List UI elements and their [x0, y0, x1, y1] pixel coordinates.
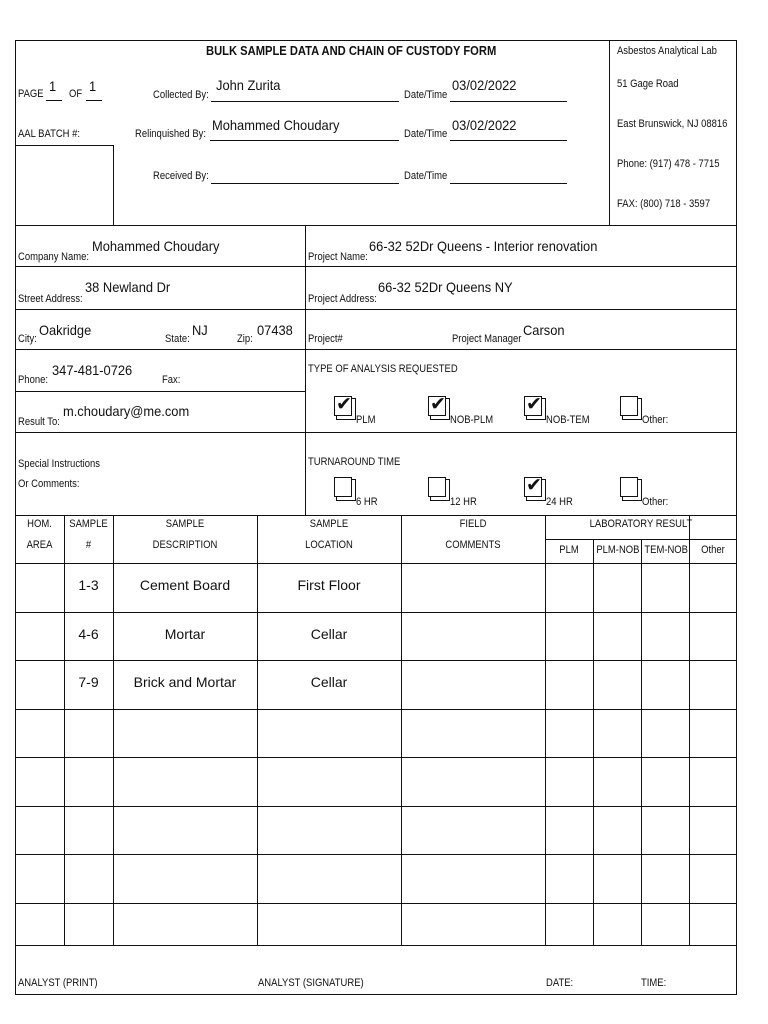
col-sample-number-header: SAMPLE # [69, 518, 108, 551]
sample-description-cell[interactable]: Cement Board [139, 577, 231, 593]
street-address-label: Street Address: [18, 293, 83, 305]
company-name-field[interactable]: Mohammed Choudary [92, 238, 220, 254]
collected-date-field[interactable]: 03/02/2022 [452, 77, 517, 93]
analysis-option-label-1: PLM [356, 414, 376, 426]
relinquished-by-label: Relinquished By: [135, 128, 207, 140]
analysis-option-label-3: NOB-TEM [546, 414, 590, 426]
sample-number-cell[interactable]: 7-9 [78, 674, 99, 690]
company-name-label: Company Name: [18, 251, 89, 263]
analysis-type-label: TYPE OF ANALYSIS REQUESTED [308, 363, 458, 375]
time-label: TIME: [641, 977, 667, 989]
laboratory-result-header: LABORATORY RESULT [589, 518, 693, 530]
project-address-label: Project Address: [308, 293, 377, 305]
project-number-label: Project# [308, 333, 343, 345]
phone-field[interactable]: 347-481-0726 [52, 362, 133, 378]
lab-address-line1: 51 Gage Road [617, 78, 679, 90]
col-other-header: Other [701, 544, 725, 556]
collected-by-label: Collected By: [153, 89, 209, 101]
analysis-checkbox-1[interactable] [334, 393, 352, 416]
lab-phone: Phone: (917) 478 - 7715 [617, 158, 720, 170]
analysis-checkbox-4[interactable] [620, 396, 638, 416]
of-label: OF [69, 88, 83, 100]
special-instructions-label: Special Instructions [18, 458, 101, 470]
aal-batch-label: AAL BATCH #: [18, 128, 81, 140]
received-datetime-label: Date/Time [404, 170, 448, 182]
analysis-checkbox-3[interactable] [524, 393, 542, 416]
city-field[interactable]: Oakridge [39, 322, 92, 338]
analysis-option-label-2: NOB-PLM [450, 414, 494, 426]
form-title: BULK SAMPLE DATA AND CHAIN OF CUSTODY FORM [206, 43, 497, 58]
state-label: State: [165, 333, 190, 345]
lab-address-line2: East Brunswick, NJ 08816 [617, 118, 728, 130]
result-to-field[interactable]: m.choudary@me.com [63, 403, 190, 419]
received-by-label: Received By: [153, 170, 209, 182]
col-plm-header: PLM [559, 544, 579, 556]
checkmark-icon: ✔ [526, 474, 542, 496]
turnaround-checkbox-2[interactable] [428, 477, 446, 497]
lab-fax: FAX: (800) 718 - 3597 [617, 198, 711, 210]
sample-location-cell[interactable]: Cellar [310, 674, 348, 690]
col-hom-area-header: HOM. AREA [26, 518, 53, 551]
collected-datetime-label: Date/Time [404, 89, 448, 101]
project-address-field[interactable]: 66-32 52Dr Queens NY [378, 279, 513, 295]
page-number[interactable]: 1 [49, 78, 57, 94]
col-sample-description-header: SAMPLE DESCRIPTION [152, 518, 218, 551]
sample-description-cell[interactable]: Mortar [164, 626, 206, 642]
col-sample-location-header: SAMPLE LOCATION [305, 518, 353, 551]
result-to-label: Result To: [18, 416, 60, 428]
turnaround-option-label-3: 24 HR [546, 496, 573, 508]
phone-label: Phone: [18, 374, 48, 386]
sample-location-cell[interactable]: First Floor [297, 577, 361, 593]
street-address-field[interactable]: 38 Newland Dr [85, 279, 171, 295]
analysis-option-label-4: Other: [642, 414, 669, 426]
turnaround-option-label-4: Other: [642, 496, 669, 508]
collected-by-field[interactable]: John Zurita [216, 77, 281, 93]
sample-description-cell[interactable]: Brick and Mortar [133, 674, 237, 690]
zip-field[interactable]: 07438 [257, 322, 293, 338]
lab-name: Asbestos Analytical Lab [617, 45, 717, 57]
turnaround-option-label-2: 12 HR [450, 496, 477, 508]
comments-label: Or Comments: [18, 478, 80, 490]
project-name-label: Project Name: [308, 251, 368, 263]
date-label: DATE: [546, 977, 574, 989]
sample-number-cell[interactable]: 4-6 [78, 626, 99, 642]
project-name-field[interactable]: 66-32 52Dr Queens - Interior renovation [369, 238, 598, 254]
turnaround-checkbox-3[interactable] [524, 474, 542, 497]
project-manager-field[interactable]: Carson [523, 322, 565, 338]
state-field[interactable]: NJ [192, 322, 208, 338]
turnaround-checkbox-1[interactable] [334, 477, 352, 497]
project-manager-label: Project Manager [452, 333, 522, 345]
relinquished-datetime-label: Date/Time [404, 128, 448, 140]
sample-number-cell[interactable]: 1-3 [78, 577, 99, 593]
col-plm-nob-header: PLM-NOB [596, 544, 640, 556]
sample-location-cell[interactable]: Cellar [310, 626, 348, 642]
relinquished-by-field[interactable]: Mohammed Choudary [212, 117, 340, 133]
fax-label: Fax: [162, 374, 181, 386]
turnaround-option-label-1: 6 HR [356, 496, 378, 508]
turnaround-label: TURNAROUND TIME [308, 456, 401, 468]
analyst-print-label: ANALYST (PRINT) [18, 977, 98, 989]
col-tem-nob-header: TEM-NOB [644, 544, 688, 556]
city-label: City: [18, 333, 37, 345]
zip-label: Zip: [237, 333, 253, 345]
page-label: PAGE [18, 88, 44, 100]
checkmark-icon: ✔ [526, 393, 542, 415]
relinquished-date-field[interactable]: 03/02/2022 [452, 117, 517, 133]
col-field-comments-header: FIELD COMMENTS [445, 518, 501, 551]
page-total[interactable]: 1 [89, 78, 97, 94]
analyst-signature-label: ANALYST (SIGNATURE) [258, 977, 364, 989]
turnaround-checkbox-4[interactable] [620, 477, 638, 497]
analysis-checkbox-2[interactable] [428, 393, 446, 416]
checkmark-icon: ✔ [430, 393, 446, 415]
checkmark-icon: ✔ [336, 393, 352, 415]
